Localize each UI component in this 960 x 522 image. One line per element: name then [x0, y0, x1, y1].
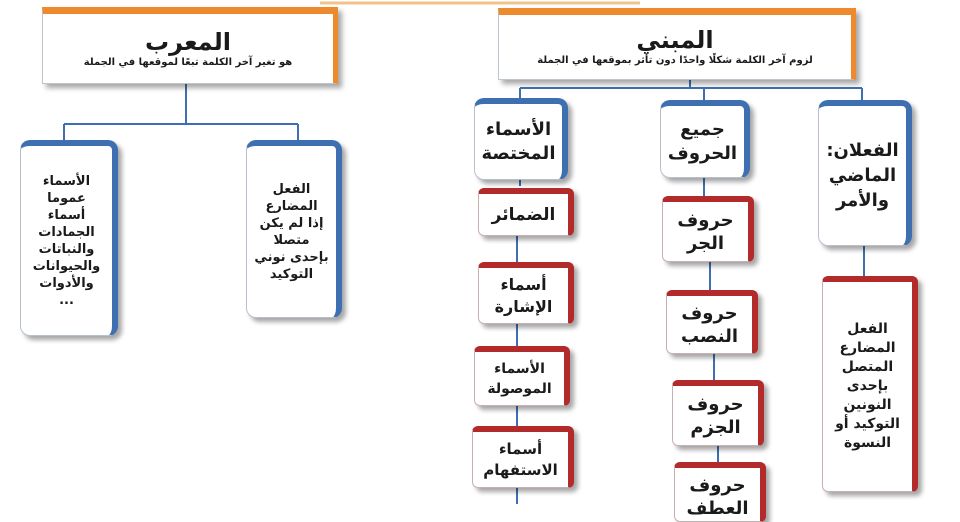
mabni-header-box: [498, 8, 856, 80]
mabni-column-asmaa-mukhtassa-label: الأسماء المختصة: [481, 118, 556, 164]
mabni-column-fi-lan: [818, 100, 912, 246]
mabni-description: لزوم آخر الكلمة شكلًا واحدًا دون تأثر بموقعها في الجملة: [537, 55, 813, 66]
muarab-child-asmaa: [20, 140, 118, 336]
mabni-item-jazm: [672, 380, 764, 446]
mabni-item-mudari-muttasil-text: الفعل المضارع المتصل بإحدى النونين التوكيد أو النسوة: [835, 321, 900, 451]
mabni-item-atf-text: حروف العطف: [686, 475, 749, 519]
mabni-column-fi-lan-label: الفعلان: الماضي والأمر: [826, 140, 899, 211]
mabni-item-damaer-text: الضمائر: [491, 204, 556, 225]
mabni-item-ishara: [478, 262, 574, 324]
mabni-item-mawsula: [474, 346, 570, 406]
mabni-item-ishara-text: أسماء الإشارة: [494, 274, 553, 316]
mabni-column-asmaa-mukhtassa: [474, 98, 568, 180]
mabni-item-jazm-text: حروف الجزم: [687, 393, 744, 438]
mabni-title: المبني: [636, 26, 714, 54]
mabni-item-nasb: [666, 290, 758, 354]
mabni-item-mawsula-text: الأسماء الموصولة: [487, 360, 552, 397]
muarab-title: المعرب: [145, 27, 231, 56]
mabni-item-atf: [674, 462, 766, 522]
muarab-child-asmaa-text: الأسماء عموما أسماء الجمادات والنباتات والحيوانات والأدوات ...: [32, 173, 101, 308]
mabni-item-mudari-muttasil: [822, 276, 918, 492]
mabni-item-istifham-text: أسماء الاستفهام: [483, 439, 558, 479]
muarab-child-mudari: [246, 140, 342, 318]
muarab-child-mudari-text: الفعل المضارع إذا لم يكن متصلا بإحدى نوني التوكيد: [254, 181, 329, 282]
mabni-item-jarr-text: حروف الجر: [677, 209, 734, 254]
mabni-item-jarr: [662, 196, 754, 262]
mabni-column-huruf-label: جميع الحروف: [667, 118, 738, 164]
mabni-column-huruf: [660, 100, 750, 178]
mabni-item-nasb-text: حروف النصب: [680, 302, 739, 347]
muarab-description: هو تغير آخر الكلمة تبعًا لموقعها في الجملة: [83, 56, 293, 68]
mabni-item-damaer: [478, 188, 574, 236]
mabni-item-istifham: [472, 426, 574, 488]
muarab-header-box: [42, 7, 338, 84]
